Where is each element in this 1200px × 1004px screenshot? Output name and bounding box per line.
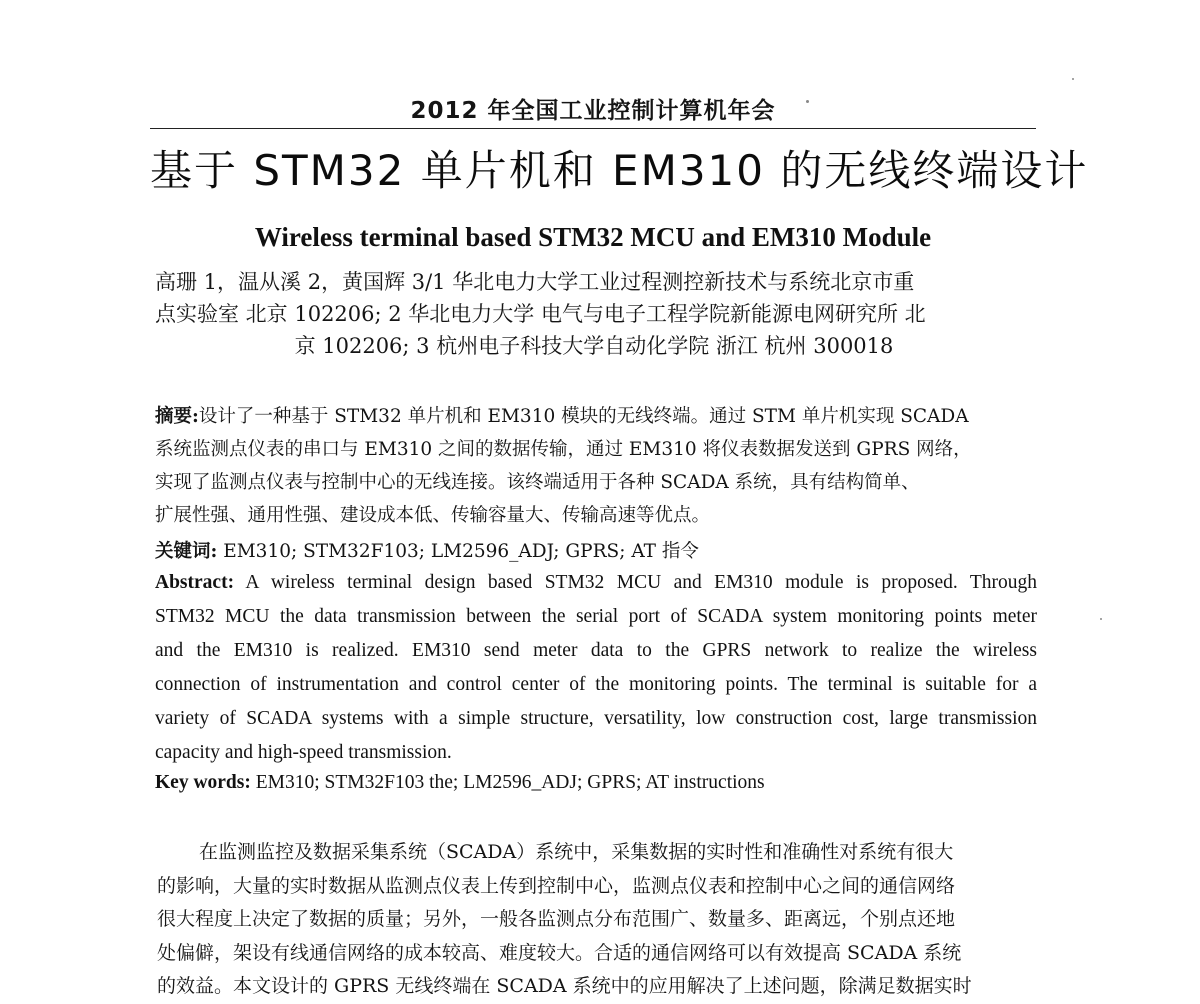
paper-title-english: Wireless terminal based STM32 MCU and EM310 Module [254,222,932,252]
scan-speck [1100,618,1102,620]
keywords-english [155,768,1035,798]
abstract-chinese [155,400,1035,532]
keywords-chinese [155,535,1035,568]
paper-title-chinese: 基于 STM32 单片机和 EM310 的无线终端设计 [150,146,1089,195]
abstract-en-label: Abstract: [155,572,235,593]
abstract-cn-line: 系统监测点仪表的串口与 EM310 之间的数据传输，通过 EM310 将仪表数据发送到 GPRS 网络， [155,439,972,460]
author-line: 点实验室 北京 102206; 2 华北电力大学 电气与电子工程学院新能源电网研究所 北 [155,302,926,326]
scan-speck [806,100,809,103]
keywords-cn-label: 关键词: [155,541,218,562]
abstract-cn-line: 扩展性强、通用性强、建设成本低、传输容量大、传输高速等优点。 [155,505,711,526]
abstract-english [155,566,1037,770]
keywords-en-label: Key words: [155,772,251,793]
author-affiliations [155,266,1033,362]
body-line: 处偏僻，架设有线通信网络的成本较高、难度较大。合适的通信网络可以有效提高 SCADA 系统 [157,941,962,964]
abstract-cn-line: 实现了监测点仪表与控制中心的无线连接。该终端适用于各种 SCADA 系统，具有结构简单、 [155,472,920,493]
header-rule [150,128,1036,129]
abstract-en-line: and the EM310 is realized. EM310 send meter data to the GPRS network to realize the wireless [155,640,1037,661]
conference-header: 2012 年全国工业控制计算机年会 [410,98,776,124]
keywords-cn-text: EM310; STM32F103; LM2596_ADJ; GPRS; AT 指令 [223,541,699,562]
abstract-cn-text: 设计了一种基于 STM32 单片机和 EM310 模块的无线终端。通过 STM 单片机实现 SCADA [198,406,969,427]
body-paragraph [157,836,1037,1004]
body-line: 的影响，大量的实时数据从监测点仪表上传到控制中心，监测点仪表和控制中心之间的通信网络 [157,874,956,897]
abstract-cn-line [155,400,1035,433]
abstract-en-line: capacity and high-speed transmission. [155,742,452,763]
abstract-en-text: A wireless terminal design based STM32 MCU and EM310 module is proposed. Through [245,572,1037,593]
abstract-cn-label: 摘要: [155,406,199,427]
abstract-en-line: variety of SCADA systems with a simple structure, versatility, low construction cost, large transmission [155,708,1037,729]
body-line: 很大程度上决定了数据的质量；另外，一般各监测点分布范围广、数量多、距离远，个别点还地 [157,908,956,930]
abstract-en-line [155,566,1037,600]
scan-speck [1072,78,1074,80]
author-line: 京 102206; 3 杭州电子科技大学自动化学院 浙江 杭州 300018 [294,334,894,358]
keywords-en-text: EM310; STM32F103 the; LM2596_ADJ; GPRS; AT instructions [255,772,765,793]
abstract-en-line: STM32 MCU the data transmission between the serial port of SCADA system monitoring points meter [155,606,1037,627]
author-line: 高珊 1，温从溪 2，黄国辉 3/1 华北电力大学工业过程测控新技术与系统北京市重 [155,270,915,294]
abstract-en-line: connection of instrumentation and control center of the monitoring points. The terminal is suitable for a [155,674,1037,695]
body-line: 的效益。本文设计的 GPRS 无线终端在 SCADA 系统中的应用解决了上述问题，除满足数据实时 [157,975,972,997]
body-line: 在监测监控及数据采集系统（SCADA）系统中，采集数据的实时性和准确性对系统有很大 [199,841,954,863]
